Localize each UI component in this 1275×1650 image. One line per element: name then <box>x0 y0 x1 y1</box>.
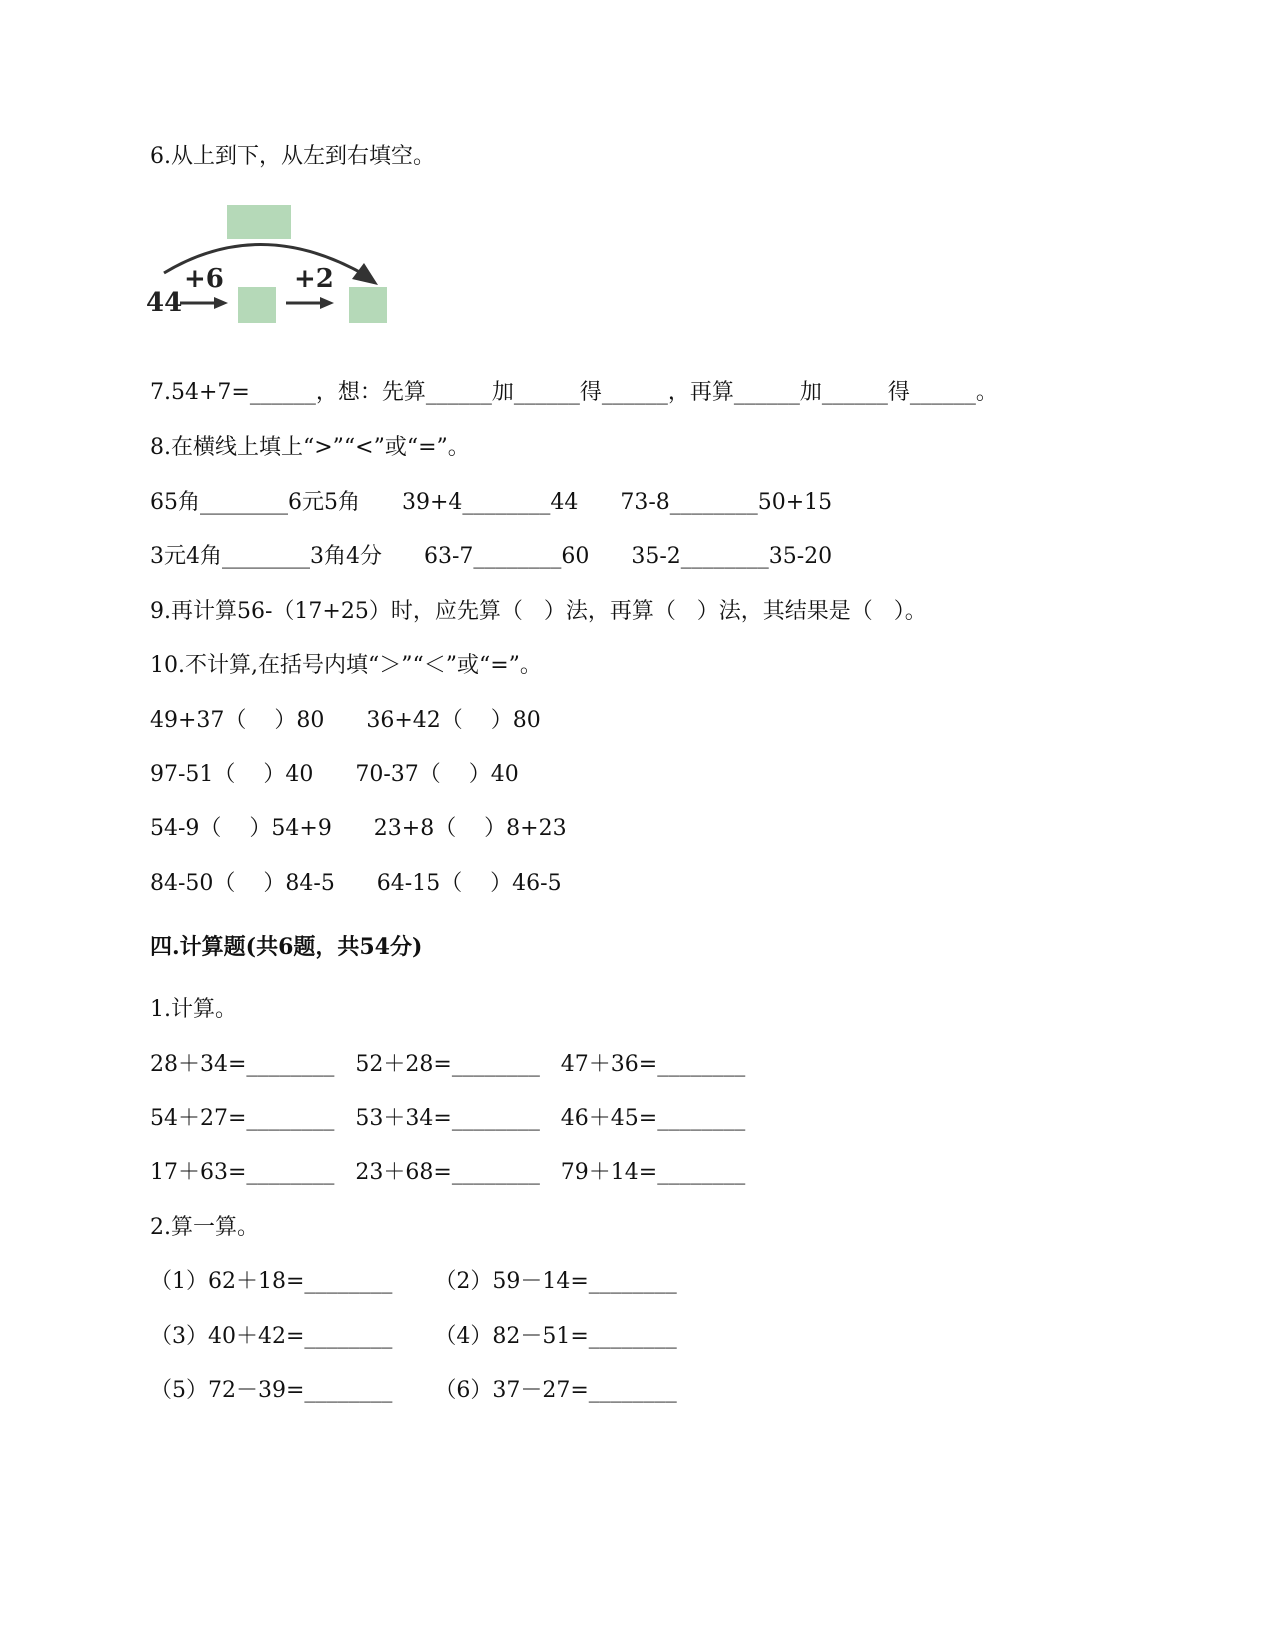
section-4-title: 四.计算题(共6题，共54分) <box>150 934 423 960</box>
question-8-row-1: 65角________6元5角 39+4________44 73-8________50+15 <box>150 490 833 515</box>
number-flow-diagram <box>146 205 420 345</box>
question-10-row: 54-9（ ）54+9 23+8（ ）8+23 <box>150 816 567 841</box>
question-10-row: 49+37（ ）80 36+42（ ）80 <box>150 708 541 733</box>
question-6: 6.从上到下，从左到右填空。 <box>150 144 435 169</box>
calc-1-row: 17＋63=________ 23＋68=________ 79＋14=________ <box>150 1160 746 1185</box>
question-8: 8.在横线上填上“>”“<”或“=”。 <box>150 435 470 460</box>
op-plus-2: +2 <box>294 264 334 294</box>
calc-2-row: （3）40＋42=________ （4）82－51=________ <box>150 1324 677 1349</box>
question-10: 10.不计算,在括号内填“＞”“＜”或“=”。 <box>150 653 542 678</box>
answer-box-right <box>349 287 387 323</box>
calc-1-row: 54＋27=________ 53＋34=________ 46＋45=________ <box>150 1106 746 1131</box>
calc-1: 1.计算。 <box>150 997 237 1022</box>
question-8-row-2: 3元4角________3角4分 63-7________60 35-2________35-20 <box>150 544 833 569</box>
op-plus-6: +6 <box>184 264 224 294</box>
start-number: 44 <box>146 288 183 318</box>
question-7: 7.54+7=______，想：先算______加______得______，再算______加______得______。 <box>150 380 998 405</box>
question-10-row: 84-50（ ）84-5 64-15（ ）46-5 <box>150 871 562 896</box>
question-10-row: 97-51（ ）40 70-37（ ）40 <box>150 762 519 787</box>
calc-1-row: 28＋34=________ 52＋28=________ 47＋36=________ <box>150 1052 746 1077</box>
calc-2: 2.算一算。 <box>150 1215 259 1240</box>
answer-box-middle <box>238 287 276 323</box>
question-9: 9.再计算56-（17+25）时，应先算（ ）法，再算（ ）法，其结果是（ ）。 <box>150 599 927 624</box>
calc-2-row: （5）72－39=________ （6）37－27=________ <box>150 1378 677 1403</box>
calc-2-row: （1）62＋18=________ （2）59－14=________ <box>150 1269 677 1294</box>
